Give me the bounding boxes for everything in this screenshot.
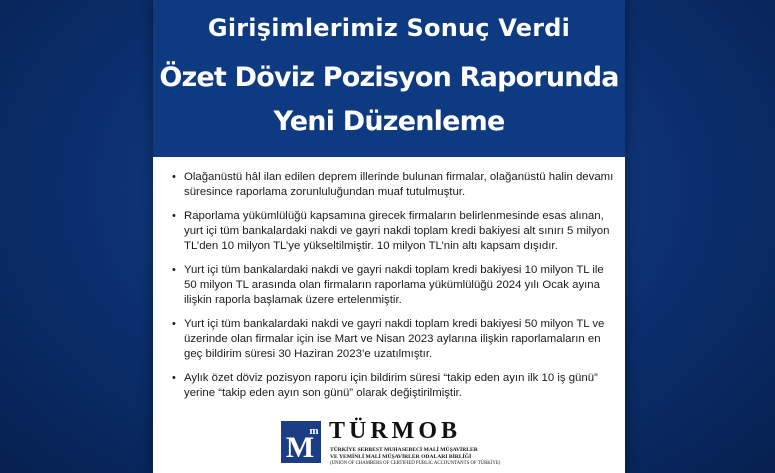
bullet-item [170, 371, 618, 401]
logo-name: TÜRMOB [329, 418, 461, 444]
announcement-card [153, 0, 625, 473]
bullet-text: Olağanüstü hâl ilan edilen deprem illerinde bulunan firmalar, olağanüstü halin devamı süresince raporlama zorunluluğundan muaf tutulmuştur. [184, 171, 614, 198]
turmob-mark-icon [281, 421, 321, 463]
bullet-dot: • [172, 264, 176, 276]
headline-line-1: Özet Döviz Pozisyon Raporunda [159, 62, 619, 93]
svg-text:M: M [285, 431, 315, 463]
bullet-item [170, 263, 618, 308]
headline-line-2: Yeni Düzenleme [273, 106, 505, 137]
header-kicker: Girişimlerimiz Sonuç Verdi [207, 14, 571, 42]
bullet-item [170, 209, 618, 254]
bullet-text: Raporlama yükümlülüğü kapsamına girecek firmaların belirlenmesinde esas alınan, yurt içi tüm bankalardaki nakdi ve gayri nakdi toplam kredi bakiyesi alt sınırı 5 milyon TL’den 10 milyon TL’ye yükseltilmiştir. 10 milyon TL’nin altı kapsam dışıdır. [184, 210, 610, 252]
announcement-header [153, 0, 625, 157]
bullet-item [170, 170, 618, 200]
bullet-text: Yurt içi tüm bankalardaki nakdi ve gayri nakdi toplam kredi bakiyesi 50 milyon TL ve üzerinde olan firmalar için ise Mart ve Nisan 2023 aylarına ilişkin raporlamaların en geç bildirim süresi 30 Haziran 2023’e uzatılmıştır. [184, 318, 605, 360]
turmob-logo [281, 417, 526, 469]
bullet-dot: • [172, 372, 176, 384]
bullet-text: Aylık özet döviz pozisyon raporu için bildirim süresi “takip eden ayın ilk 10 iş günü” yerine “takip eden ayın son günü” olarak değiştirilmiştir. [184, 372, 598, 399]
bullet-dot: • [172, 171, 176, 183]
announcement-body [170, 170, 618, 410]
bullet-text: Yurt içi tüm bankalardaki nakdi ve gayri nakdi toplam kredi bakiyesi 10 milyon TL ile 50 milyon TL arasında olan firmaların raporlama yükümlülüğü 2024 yılı Ocak ayına ilişkin raporla başlamak üzere ertelenmiştir. [184, 264, 604, 306]
bullet-dot: • [172, 210, 176, 222]
bullet-item [170, 317, 618, 362]
svg-text:m: m [309, 425, 319, 437]
logo-subtitle-2: VE YEMİNLİ MALİ MÜŞAVİRLER ODALARI BİRLİĞİ [330, 454, 472, 460]
logo-subtitle-3: (UNION OF CHAMBERS OF CERTIFIED PUBLIC ACCOUNTANTS OF TÜRKİYE) [330, 461, 501, 466]
logo-subtitle-1: TÜRKİYE SERBEST MUHASEBECİ MALİ MÜŞAVİRLER [330, 447, 478, 453]
bullet-dot: • [172, 318, 176, 330]
bullet-list [170, 170, 618, 401]
